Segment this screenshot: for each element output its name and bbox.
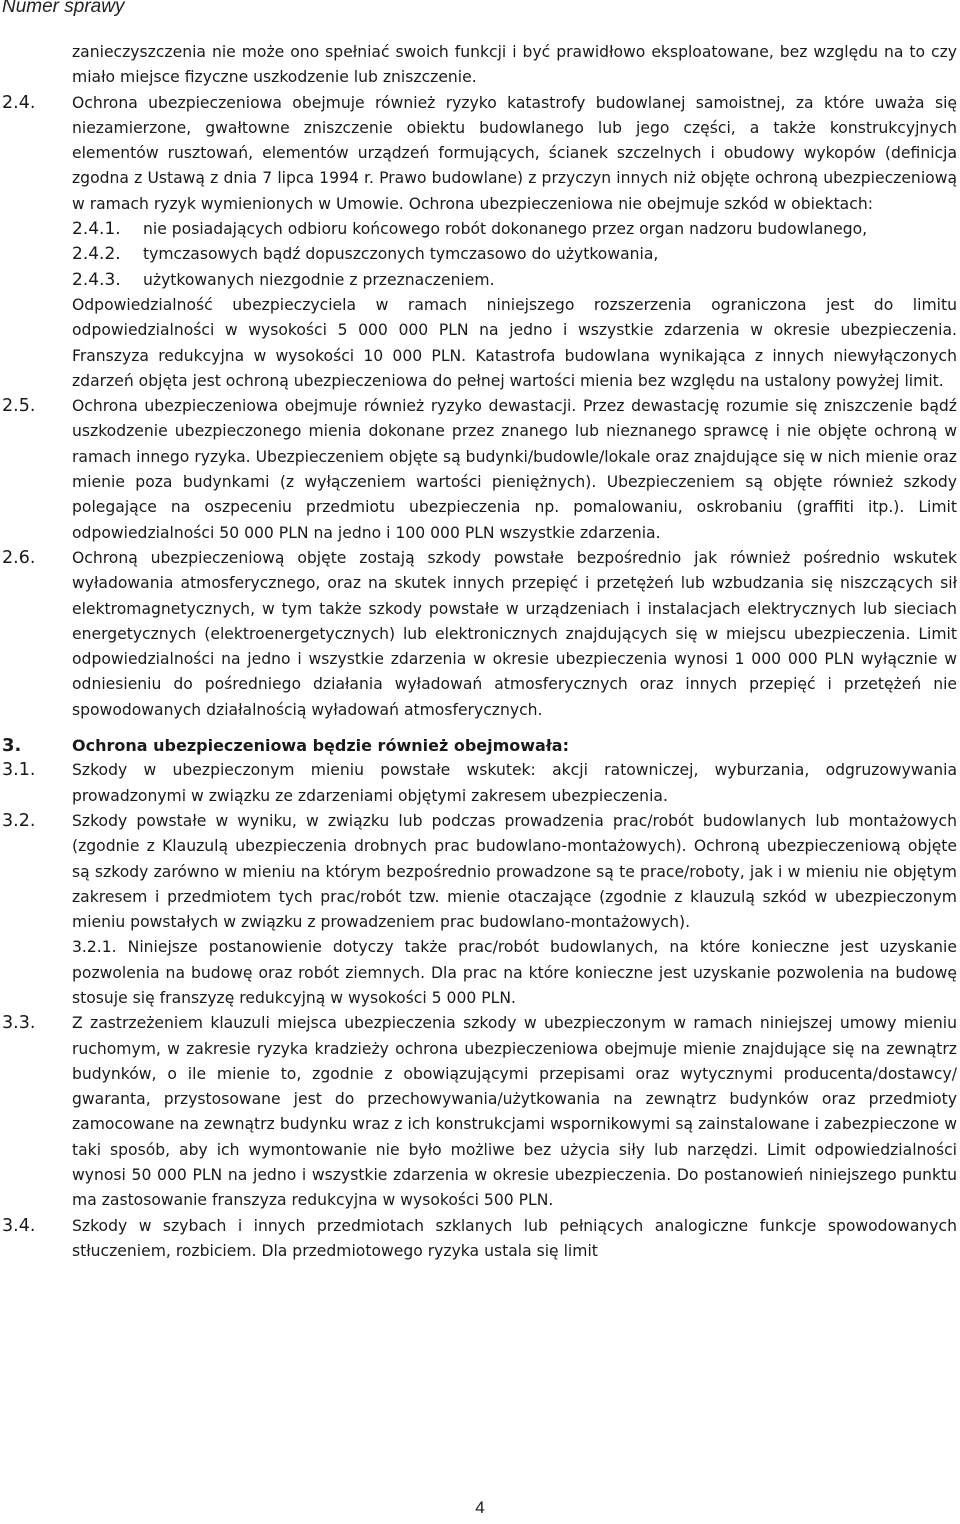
section-2-5	[0, 394, 960, 546]
section-text: Ochrona ubezpieczeniowa obejmuje również ryzyko dewastacji. Przez dewastację rozumie się zniszczenie bądź uszkodzenie ubezpieczonego mienia dokonane przez znanego lub nieznanego sprawcę i nie objęte ochroną w ramach innego ryzyka. Ubezpieczeniem objęte są budynki/budowle/lokale oraz znajdujące się w nich mienie oraz mienie poza budynkami (z wyłączeniem wartości pieniężnych). Ubezpieczeniem są objęte również szkody polegające na oszpeceniu przedmiotu ubezpieczenia np. pomalowaniu, oskrobaniu (graffiti itp.). Limit odpowiedzialności 50 000 PLN na jedno i 100 000 PLN wszystkie zdarzenia.	[72, 397, 957, 542]
list-item-number: 2.4.2.	[72, 244, 121, 265]
section-number: 3.1.	[2, 760, 36, 781]
subsection-text: Niniejsze postanowienie dotyczy także prac/robót budowlanych, na które konieczne jest uzyskanie pozwolenia na budowę oraz robót ziemnych. Dla prac na które konieczne jest uzyskanie pozwolenia na budowę stosuje się franszyzę redukcyjną w wysokości 5 000 PLN.	[72, 938, 957, 1007]
section-2-4-continuation: Odpowiedzialność ubezpieczyciela w ramach niniejszego rozszerzenia ograniczona jest do limitu odpowiedzialności w wysokości 5 000 000 PLN na jedno i wszystkie zdarzenia w okresie ubezpieczenia. Franszyza redukcyjna w wysokości 10 000 PLN. Katastrofa budowlana wynikająca z innych niewyłączonych zdarzeń objęta jest ochroną ubezpieczeniowa do pełnej wartości mienia bez względu na ustalony powyżej limit.	[72, 295, 957, 390]
section-3-4	[0, 1214, 960, 1265]
section-number: 2.5.	[2, 396, 36, 417]
document-header: Numer sprawy	[2, 0, 125, 17]
section-text: Szkody w szybach i innych przedmiotach szklanych lub pełniących analogiczne funkcje spowodowanych stłuczeniem, rozbiciem. Dla przedmiotowego ryzyka ustala się limit	[72, 1216, 957, 1260]
list-item-text: tymczasowych bądź dopuszczonych tymczasowo do użytkowania,	[143, 245, 659, 264]
list-item-text: użytkowanych niezgodnie z przeznaczeniem.	[143, 270, 495, 289]
section-number: 2.6.	[2, 547, 36, 568]
list-item-number: 2.4.1.	[72, 219, 121, 240]
section-title: Ochrona ubezpieczeniowa będzie również obejmowała:	[72, 736, 569, 756]
page-number: 4	[475, 1498, 485, 1517]
section-number: 3.3.	[2, 1013, 36, 1034]
list-item-2-4-2	[0, 242, 960, 267]
continued-paragraph: zanieczyszczenia nie może ono spełniać swoich funkcji i być prawidłowo eksploatowane, bez względu na to czy miało miejsce fizyczne uszkodzenie lub zniszczenie.	[72, 43, 957, 87]
subsection-number: 3.2.1.	[72, 938, 117, 957]
section-2-6	[0, 546, 960, 723]
list-item-2-4-3	[0, 268, 960, 293]
section-3-2-1	[0, 935, 960, 1011]
section-number: 3.2.	[2, 810, 36, 831]
list-item-number: 2.4.3.	[72, 269, 121, 290]
section-number: 3.	[2, 735, 22, 757]
section-text: Ochrona ubezpieczeniowa obejmuje również ryzyko katastrofy budowlanej samoistnej, za które uważa się niezamierzone, gwałtowne zniszczenie obiektu budowlanego lub jego części, a także konstrukcyjnych elementów rusztowań, elementów urządzeń formujących, ścianek szczelnych i obudowy wykopów (definicja zgodna z Ustawą z dnia 7 lipca 1994 r. Prawo budowlane) z przyczyn innych niż objęte ochroną ubezpieczeniową w ramach ryzyk wymienionych w Umowie. Ochrona ubezpieczeniowa nie obejmuje szkód w obiektach:	[72, 93, 957, 213]
section-text: Ochroną ubezpieczeniową objęte zostają szkody powstałe bezpośrednio jak również pośrednio wskutek wyładowania atmosferycznego, oraz na skutek innych przepięć i przetężeń lub wzbudzania się niszczących sił elektromagnetycznych, w tym także szkody powstałe w urządzeniach i instalacjach elektrycznych lub sieciach energetycznych (elektroenergetycznych) lub elektronicznych znajdujących się w miejscu ubezpieczenia. Limit odpowiedzialności na jedno i wszystkie zdarzenia w okresie ubezpieczenia wynosi 1 000 000 PLN wyłącznie w odniesieniu do pośredniego działania wyładowań atmosferycznych oraz innych przepięć i przetężeń nie spowodowanych działalnością wyładowań atmosferycznych.	[72, 548, 957, 719]
section-text: Szkody powstałe w wyniku, w związku lub podczas prowadzenia prac/robót budowlanych lub montażowych (zgodnie z Klauzulą ubezpieczenia drobnych prac budowlano-montażowych). Ochroną ubezpieczeniową objęte są szkody zarówno w mieniu na którym bezpośrednio prowadzone są te prace/roboty, jak i w mieniu nie objętym zakresem i przedmiotem tych prac/robót tzw. mienie otaczające (zgodnie z klauzulą szkód w ubezpieczonym mieniu powstałych w związku z prowadzeniem prac budowlano-montażowych).	[72, 811, 957, 932]
section-text: Z zastrzeżeniem klauzuli miejsca ubezpieczenia szkody w ubezpieczonym w ramach niniejszej umowy mieniu ruchomym, w zakresie ryzyka kradzieży ochrona ubezpieczeniowa obejmuje mienie znajdujące się na zewnątrz budynków, o ile mienie to, zgodnie z obowiązującymi przepisami oraz wytycznymi producenta/dostawcy/ gwaranta, przystosowane jest do przechowywania/użytkowania na zewnątrz budynków oraz przedmioty zamocowane na zewnątrz budynku wraz z ich konstrukcjami wspornikowymi są zainstalowane i zabezpieczone w taki sposób, aby ich wymontowanie nie było możliwe bez użycia siły lub narzędzi. Limit odpowiedzialności wynosi 50 000 PLN na jedno i wszystkie zdarzenia w okresie ubezpieczenia. Do postanowień niniejszego punktu ma zastosowanie franszyza redukcyjna w wysokości 500 PLN.	[72, 1014, 957, 1210]
section-number: 2.4.	[2, 92, 36, 113]
list-item-text: nie posiadających odbioru końcowego robót dokonanego przez organ nadzoru budowlanego,	[143, 220, 868, 239]
section-3-3	[0, 1011, 960, 1213]
section-2-4	[0, 91, 960, 217]
document-body	[0, 40, 960, 1264]
section-3-2	[0, 809, 960, 935]
section-3-1	[0, 758, 960, 809]
list-item-2-4-1	[0, 217, 960, 242]
section-number: 3.4.	[2, 1215, 36, 1236]
section-3-heading	[0, 733, 960, 758]
section-text: Szkody w ubezpieczonym mieniu powstałe wskutek: akcji ratowniczej, wyburzania, odgruzowywania prowadzonymi w związku ze zdarzeniami objętymi zakresem ubezpieczenia.	[72, 761, 957, 805]
